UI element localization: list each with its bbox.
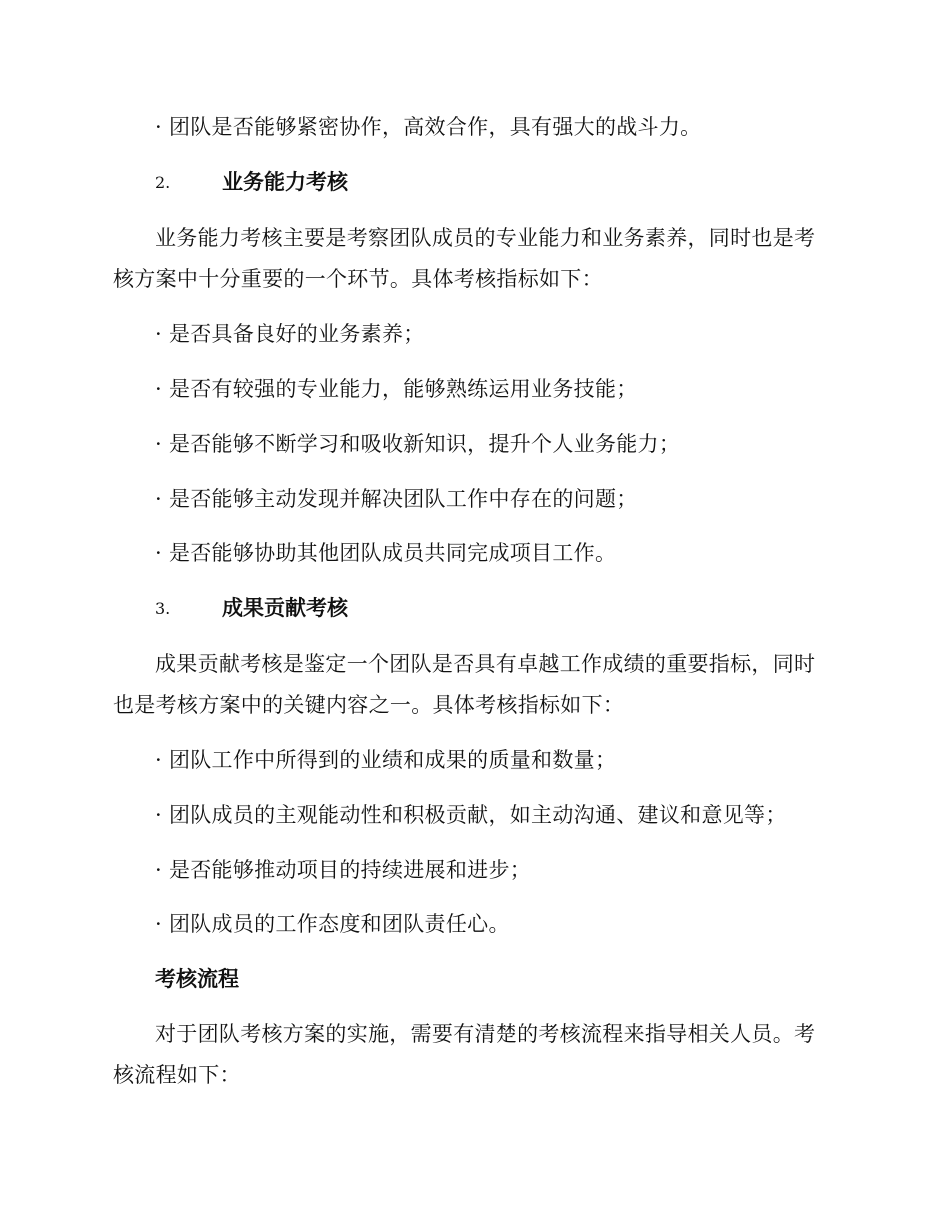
bullet-item: · 团队是否能够紧密协作，高效合作，具有强大的战斗力。 (155, 115, 702, 139)
section-heading: 考核流程 (155, 967, 239, 991)
paragraph-line: 核方案中十分重要的一个环节。具体考核指标如下： (113, 267, 603, 291)
section-number: 2. (155, 173, 171, 192)
section-number: 3. (155, 599, 171, 618)
bullet-item: · 团队成员的主观能动性和积极贡献，如主动沟通、建议和意见等； (155, 803, 787, 827)
bullet-item: · 是否能够协助其他团队成员共同完成项目工作。 (155, 541, 617, 565)
paragraph-line: 成果贡献考核是鉴定一个团队是否具有卓越工作成绩的重要指标，同时 (155, 652, 816, 676)
section-heading: 业务能力考核 (222, 170, 348, 194)
paragraph-line: 业务能力考核主要是考察团队成员的专业能力和业务素养，同时也是考 (155, 226, 816, 250)
bullet-item: · 是否有较强的专业能力，能够熟练运用业务技能； (155, 377, 638, 401)
paragraph-line: 对于团队考核方案的实施，需要有清楚的考核流程来指导相关人员。考 (155, 1022, 816, 1046)
bullet-item: · 团队成员的工作态度和团队责任心。 (155, 912, 510, 936)
bullet-item: · 是否能够推动项目的持续进展和进步； (155, 858, 532, 882)
bullet-item: · 团队工作中所得到的业绩和成果的质量和数量； (155, 748, 617, 772)
bullet-item: · 是否具备良好的业务素养； (155, 322, 425, 346)
paragraph-line: 也是考核方案中的关键内容之一。具体考核指标如下： (113, 693, 625, 717)
bullet-item: · 是否能够主动发现并解决团队工作中存在的问题； (155, 487, 638, 511)
section-heading: 成果贡献考核 (222, 596, 348, 620)
bullet-item: · 是否能够不断学习和吸收新知识，提升个人业务能力； (155, 432, 681, 456)
paragraph-line: 核流程如下： (113, 1063, 241, 1087)
